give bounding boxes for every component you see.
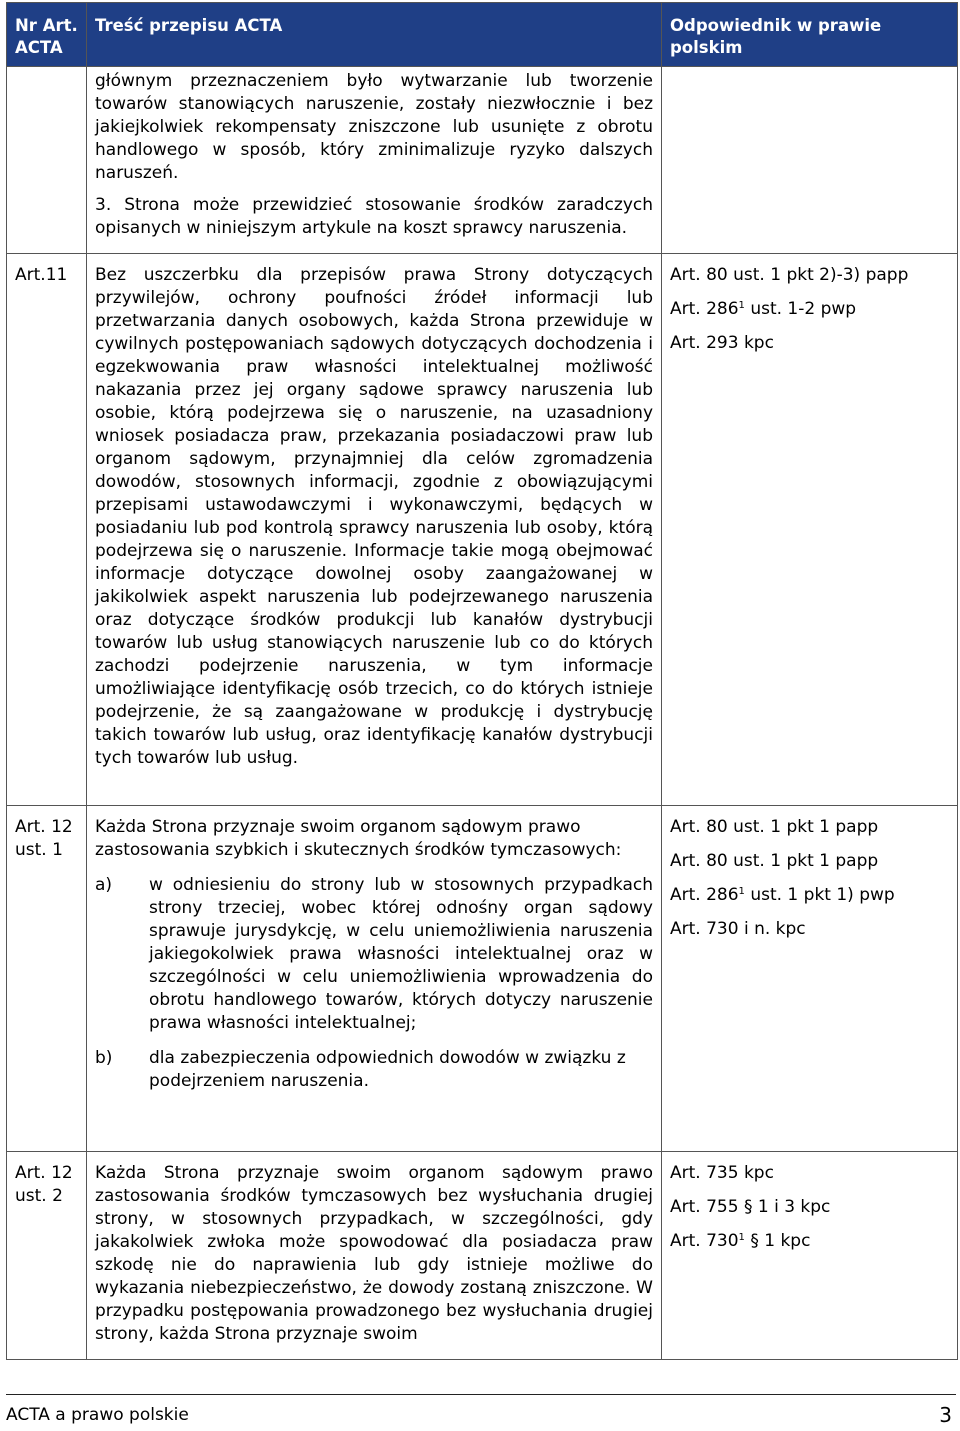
article-number-cell: [7, 67, 87, 254]
reference: Art. $286^1$ ust. 1-2 pwp: [670, 299, 857, 319]
reference: Art. 293 kpc: [670, 333, 774, 353]
header-article-number: Nr Art. ACTA: [7, 3, 87, 67]
list-item: a) w odniesieniu do strony lub w stosownych przypadkach strony trzeciej, wobec której odnośny organ sądowy sprawuje jurysdykcję, w celu uniemożliwienia naruszenia jakiegokolwiek prawa własności intelektualnej oraz w szczególności w celu uniemożliwienia wprowadzenia do obrotu handlowego towarów, których dotyczy naruszenie prawa własności intelektualnej;: [95, 875, 653, 1033]
paragraph: Każda Strona przyznaje swoim organom sądowym prawo zastosowania szybkich i skutecznych środków tymczasowych:: [95, 817, 622, 860]
acta-text-cell: [87, 67, 662, 254]
polish-equivalent-cell: [662, 254, 958, 806]
acta-text-cell: [87, 806, 662, 1152]
acta-text-cell: [87, 1152, 662, 1360]
table-header-row: [7, 3, 958, 67]
polish-equivalent-cell: [662, 1152, 958, 1360]
table-row: [7, 1152, 958, 1360]
reference: Art. 80 ust. 1 pkt 1 papp: [670, 851, 879, 871]
paragraph: Bez uszczerbku dla przepisów prawa Strony dotyczących przywilejów, ochrony poufności źródeł informacji lub przetwarzania danych osobowych, każda Strona przewiduje w cywilnych postępowaniach sądowych dotyczących dochodzenia i egzekwowania praw własności intelektualnej możliwość nakazania przez jej organy sądowe sprawcy naruszenia lub osobie, którą podejrzewa się o naruszenie, na uzasadniony wniosek posiadacza praw, przekazania posiadaczowi praw lub organom sądowym, przynajmniej dla celów zgromadzenia dowodów, stosownych informacji, zgodnie z obowiązującymi przepisami ustawodawczymi i wykonawczymi, będących w posiadaniu lub pod kontrolą sprawcy naruszenia lub osoby, którą podejrzewa się o naruszenie. Informacje takie mogą obejmować informacje dotyczące dowolnej osoby zaangażowanej w jakikolwiek aspekt naruszenia lub podejrzewanego naruszenia oraz dotyczące środków produkcji lub kanałów dystrybucji towarów lub usług stanowiących naruszenie lub co do których zachodzi podejrzenie naruszenia, w tym informacje umożliwiające identyfikację osób trzecich, co do których istnieje podejrzenie, że są zaangażowane w produkcję i dystrybucję takich towarów lub usług, oraz identyfikację kanałów dystrybucji tych towarów lub usług.: [95, 265, 653, 768]
paragraph: 3. Strona może przewidzieć stosowanie środków zaradczych opisanych w niniejszym artykule na koszt sprawcy naruszenia.: [95, 195, 653, 238]
table-row: [7, 254, 958, 806]
polish-equivalent-cell: [662, 806, 958, 1152]
reference: Art. 80 ust. 1 pkt 2)-3) papp: [670, 265, 909, 285]
reference: Art. $286^1$ ust. 1 pkt 1) pwp: [670, 885, 895, 905]
reference: Art. 80 ust. 1 pkt 1 papp: [670, 817, 879, 837]
article-number-cell: Art. 12 ust. 2: [7, 1152, 87, 1360]
acta-comparison-table: [6, 2, 958, 1360]
table-row: [7, 806, 958, 1152]
header-acta-text: Treść przepisu ACTA: [87, 3, 662, 67]
list-item: b) dla zabezpieczenia odpowiednich dowodów w związku z podejrzeniem naruszenia.: [95, 1048, 626, 1091]
article-number-cell: Art.11: [7, 254, 87, 806]
article-number-cell: Art. 12 ust. 1: [7, 806, 87, 1152]
header-polish-equivalent: Odpowiednik w prawie polskim: [662, 3, 958, 67]
footer-divider: [6, 1394, 956, 1395]
reference: Art. 730 i n. kpc: [670, 919, 806, 939]
paragraph: Każda Strona przyznaje swoim organom sądowym prawo zastosowania środków tymczasowych bez wysłuchania drugiej strony, w stosownych przypadkach, w szczególności, gdy jakakolwiek zwłoka może spowodować dla posiadacza praw szkodę nie do naprawienia lub gdy istnieje możliwe do wykazania niebezpieczeństwo, że dowody zostaną zniszczone. W przypadku postępowania prowadzonego bez wysłuchania drugiej strony, każda Strona przyznaje swoim: [95, 1163, 653, 1344]
reference: Art. $730^1$ § 1 kpc: [670, 1231, 811, 1251]
reference: Art. 755 § 1 i 3 kpc: [670, 1197, 831, 1217]
page-number: 3: [939, 1403, 952, 1427]
table-row: [7, 67, 958, 254]
footer-title: ACTA a prawo polskie: [6, 1405, 189, 1425]
polish-equivalent-cell: [662, 67, 958, 254]
acta-text-cell: [87, 254, 662, 806]
reference: Art. 735 kpc: [670, 1163, 774, 1183]
paragraph: głównym przeznaczeniem było wytwarzanie lub tworzenie towarów stanowiących naruszenie, zostały niezwłocznie i bez jakiejkolwiek rekompensaty zniszczone lub usunięte z obrotu handlowego w sposób, który zminimalizuje ryzyko dalszych naruszeń.: [95, 71, 653, 183]
